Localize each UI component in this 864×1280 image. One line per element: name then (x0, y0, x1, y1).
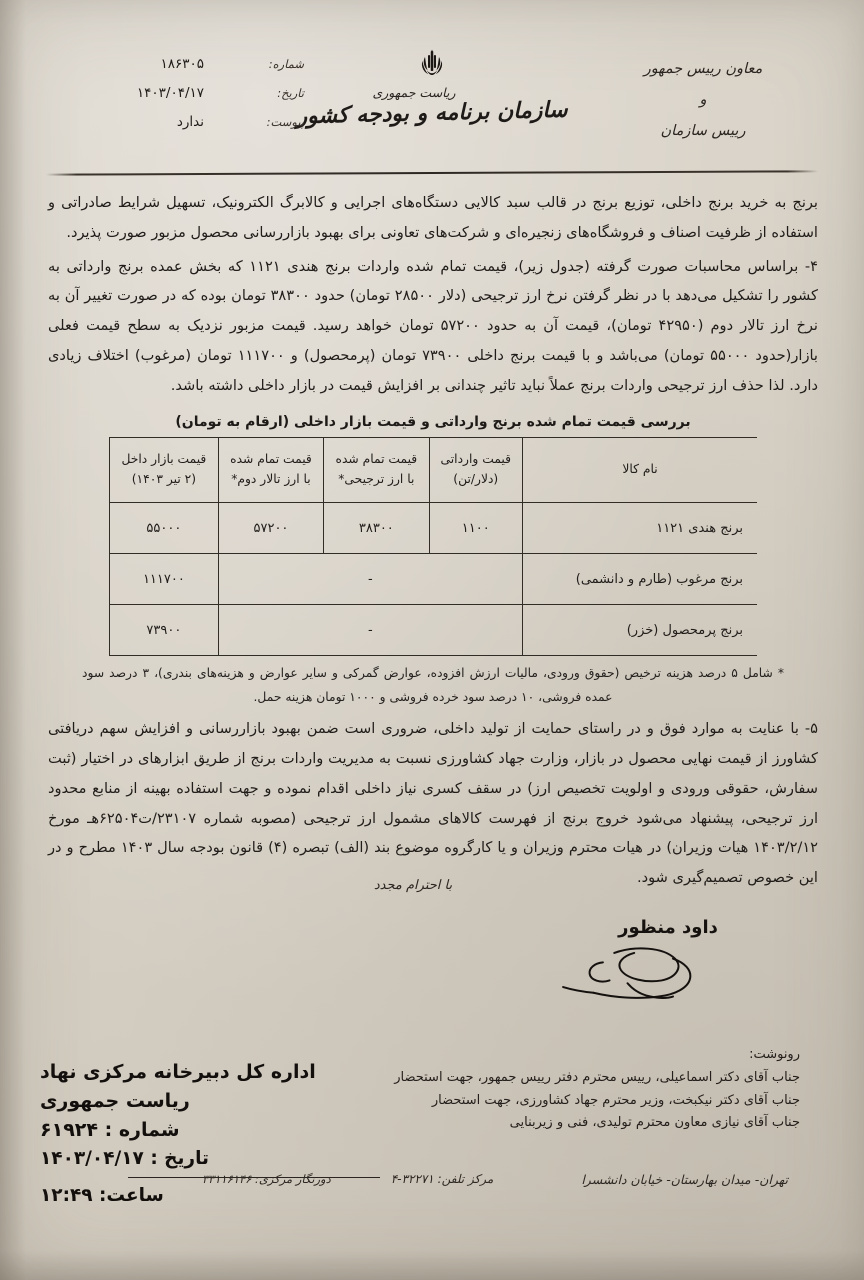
org-subtitle: ریاست جمهوری (372, 85, 456, 100)
stamp-time-label: ساعت: (99, 1185, 164, 1207)
carbon-copy-list (380, 1044, 800, 1134)
cc-item: جناب آقای دکتر نیکبخت، وزیر محترم جهاد کشاورزی، جهت استحضار (431, 1092, 800, 1108)
meta-value-date: ۱۴۰۳/۰۴/۱۷ (136, 85, 204, 101)
meta-row-attachment (54, 114, 304, 130)
footer-address: تهران- میدان بهارستان- خیابان دانشسرا (581, 1171, 788, 1187)
footer-phone: مرکز تلفن: ۳۲۲۷۱-۴ (390, 1172, 494, 1186)
table-title: بررسی قیمت تمام شده برنج وارداتی و قیمت بازار داخلی (ارقام به تومان) (175, 414, 691, 431)
price-comparison-table-block (109, 414, 757, 656)
table-header-cost-second-hall-line1: قیمت تمام شده (230, 452, 312, 467)
table-header-domestic-market-line1: قیمت بازار داخل (121, 452, 207, 467)
table-row (110, 503, 758, 554)
signer-name: داود منظور (618, 917, 718, 938)
page-bottom-shadow (0, 1250, 864, 1280)
cell-import-price: ۱۱۰۰ (429, 503, 522, 554)
closing-regards: با احترام مجدد (373, 878, 453, 893)
footer-fax: دورنگار مرکزی: ۳۳۱۱۶۱۴۶ (201, 1172, 331, 1186)
cell-cost-second-hall: ۵۷۲۰۰ (218, 503, 323, 554)
table-header-cost-preferential (324, 438, 429, 503)
iran-emblem-icon (417, 48, 447, 82)
table-header-cost-preferential-line2: با ارز ترجیحی* (338, 472, 415, 487)
page-edge-shadow (0, 0, 26, 1280)
table-header-import-price-line2: (دلار/تن) (453, 472, 499, 487)
table-header-domestic-market (110, 438, 219, 503)
recipient-title-block (598, 54, 808, 148)
meta-label-number: شماره: (268, 57, 304, 71)
cell-domestic-market: ۱۱۱۷۰۰ (110, 554, 219, 605)
table-header-cost-second-hall-line2: با ارز تالار دوم* (231, 472, 311, 487)
table-header-row (110, 438, 758, 503)
table-header-cost-preferential-line1: قیمت تمام شده (335, 452, 418, 467)
recipient-title-conjunction: و (699, 92, 707, 109)
cell-product-name: برنج هندی ۱۱۲۱ (523, 503, 758, 554)
table-row (110, 605, 758, 656)
stamp-date-label: تاریخ : (150, 1147, 209, 1169)
table-footnote: * شامل ۵ درصد هزینه ترخیص (حقوق ورودی، مالیات ارزش افزوده، عوارض گمرکی و سایر عوارض و هزینه‌های بندری)، ۳ درصد سود عمده فروشی، ۱۰ درصد سود خرده فروشی و ۱۰۰۰ تومان هزینه حمل. (82, 666, 785, 705)
table-header-import-price (429, 438, 522, 503)
paragraph-4: ۴- براساس محاسبات صورت گرفته (جدول زیر)، قیمت تمام شده واردات برنج هندی ۱۱۲۱ که بخش عمده برنج وارداتی به کشور را تشکیل می‌دهد با در نظر گرفتن نرخ ارز ترجیحی (دلار ۲۸۵۰۰ تومان) حدود ۳۸۳۰۰ تومان بوده که در صورت تغییر آن به نرخ ارز تالار دوم (۴۲۹۵۰ تومان)، قیمت آن به حدود ۵۷۲۰۰ تومان خواهد رسید. قیمت مزبور نزدیک به سطح قیمت فعلی بازار(حدود ۵۵۰۰۰ تومان) می‌باشد و با قیمت برنج داخلی ۷۳۹۰۰ تومان (پرمحصول) و ۱۱۱۷۰۰ تومان (مرغوب) اختلاف زیادی دارد. لذا حذف ارز ترجیحی واردات برنج عملاً نباید تاثیر چندانی بر افزایش قیمت در بازار داخلی داشته باشد. (48, 257, 818, 394)
meta-row-number (54, 56, 304, 72)
stamp-number-value: ۶۱۹۲۴ (40, 1118, 98, 1141)
header-divider-rule (46, 170, 818, 175)
letter-body (48, 188, 818, 895)
meta-label-date: تاریخ: (277, 86, 304, 100)
stamp-date-value: ۱۴۰۳/۰۴/۱۷ (40, 1147, 144, 1169)
org-title: سازمان برنامه و بودجه کشور (296, 97, 568, 130)
stamp-number-row (40, 1116, 380, 1145)
meta-value-attachment: ندارد (176, 114, 204, 130)
meta-label-attachment: پیوست: (266, 115, 304, 129)
meta-row-date (54, 85, 304, 101)
letter-footer (46, 1162, 818, 1196)
letterhead-center (267, 48, 597, 130)
cell-domestic-market: ۷۳۹۰۰ (110, 605, 219, 656)
price-comparison-table (109, 437, 757, 656)
table-header-cost-second-hall (218, 438, 323, 503)
meta-value-number: ۱۸۶۳۰۵ (160, 56, 204, 72)
signature-block (48, 878, 818, 1048)
paragraph-continuation: برنج به خرید برنج داخلی، توزیع برنج در قالب سبد کالایی دستگاه‌های اجرایی و کالابرگ الکترونیک، تسهیل شرایط صادراتی و استفاده از ظرفیت اصناف و فروشگاه‌های زنجیره‌ای و شرکت‌های تعاونی برای بهبود بازاررسانی محصول مزبور صورت پذیرد. (48, 194, 818, 241)
cell-cost-preferential: ۳۸۳۰۰ (324, 503, 429, 554)
cc-item: جناب آقای دکتر اسماعیلی، رییس محترم دفتر رییس جمهور، جهت استحضار (394, 1070, 800, 1086)
cell-merged-dash: - (218, 605, 522, 656)
stamp-number-label: شماره : (104, 1118, 180, 1141)
recipient-title-line-3: رییس سازمان (660, 123, 746, 140)
cell-product-name: برنج پرمحصول (خزر) (523, 605, 758, 656)
stamp-office-name: اداره کل دبیرخانه مرکزی نهاد ریاست جمهوری (40, 1061, 316, 1112)
cell-merged-dash: - (218, 554, 522, 605)
cell-product-name: برنج مرغوب (طارم و دانشمی) (523, 554, 758, 605)
table-row (110, 554, 758, 605)
letter-header (46, 48, 818, 168)
table-header-product (523, 438, 758, 503)
table-header-import-price-line1: قیمت وارداتی (440, 452, 512, 467)
letter-meta-block (54, 56, 304, 143)
handwritten-signature (558, 934, 788, 1006)
stamp-time-value: ۱۲:۴۹ (40, 1185, 93, 1207)
table-header-domestic-market-line2: (۲ تیر ۱۴۰۳) (131, 472, 197, 487)
cell-domestic-market: ۵۵۰۰۰ (110, 503, 219, 554)
recipient-title-line-1: معاون رییس جمهور (643, 61, 763, 77)
table-header-product-line1: نام کالا (622, 462, 658, 477)
cc-item: جناب آقای نیازی معاون محترم تولیدی، فنی و زیربنایی (509, 1115, 800, 1131)
cc-title: رونوشت: (749, 1047, 800, 1062)
paragraph-5: ۵- با عنایت به موارد فوق و در راستای حمایت از تولید داخلی، ضروری است ضمن بهبود بازاررسانی و افزایش سهم دریافتی کشاورز از قیمت نهایی محصول در بازار، وزارت جهاد کشاورزی نسبت به مدیریت واردات برنج از طریق ابزارهای در اختیار (ثبت سفارش، حقوقی ورودی و اولویت تخصیص ارز) در سقف کسری نیاز داخلی اقدام نموده و جهت استفاده بهینه از منابع محدود ارز ترجیحی، پیشنهاد می‌شود خروج برنج از فهرست کالاهای مشمول ارز ترجیحی (مصوبه شماره ۲۳۱۰۷/ت۶۲۵۰۴هـ مورخ ۱۴۰۳/۲/۱۲ هیات وزیران) در هیات محترم وزیران و یا کارگروه موضوع بند (الف) تبصره (۴) قانون بودجه سال ۱۴۰۳ مطرح و در این خصوص تصمیم‌گیری شود. (48, 720, 818, 887)
